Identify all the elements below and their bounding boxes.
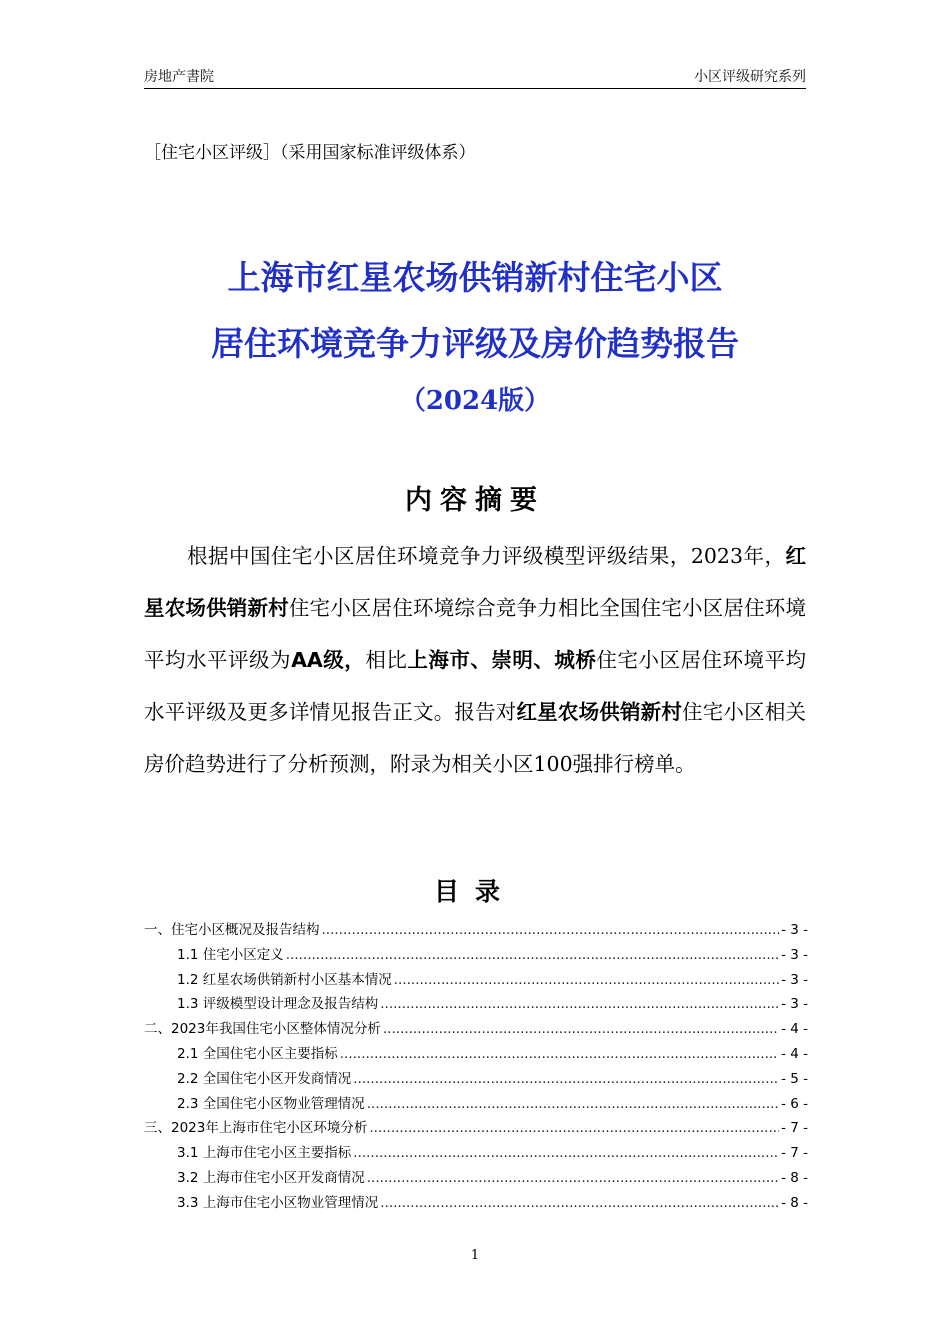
toc-entry[interactable] — [144, 1042, 808, 1067]
toc-entry-page: - 5 - — [781, 1070, 808, 1087]
abstract-paragraph — [144, 530, 806, 790]
abstract-bold-3: 上海市、崇明、城桥 — [407, 648, 597, 672]
toc-leader-dots — [322, 922, 780, 938]
toc-entry[interactable] — [144, 1116, 808, 1141]
toc-entry[interactable] — [144, 1067, 808, 1092]
toc-entry-label: 2.3 全国住宅小区物业管理情况 — [177, 1095, 365, 1112]
abstract-text-2: 住宅小区居住环境综合竞争力相比全国住宅小区居住环境平均水平评级为 — [144, 596, 807, 672]
toc-entry-page: - 8 - — [781, 1194, 808, 1211]
toc-leader-dots — [367, 1096, 779, 1112]
toc-entry-label: 2.1 全国住宅小区主要指标 — [177, 1045, 338, 1062]
toc-entry-label: 1.1 住宅小区定义 — [177, 946, 284, 963]
toc-entry-page: - 4 - — [781, 1045, 808, 1062]
toc-leader-dots — [380, 1195, 779, 1211]
toc-entry-page: - 8 - — [781, 1169, 808, 1186]
toc-entry-page: - 3 - — [781, 922, 808, 938]
toc-heading: 目录 — [433, 877, 516, 906]
toc-entry-label: 1.2 红星农场供销新村小区基本情况 — [177, 971, 392, 988]
toc-leader-dots — [367, 1170, 779, 1186]
toc-entry-label: 2.2 全国住宅小区开发商情况 — [177, 1070, 352, 1087]
report-edition: （2024版） — [399, 386, 551, 416]
header-series: 小区评级研究系列 — [694, 69, 806, 85]
toc-entry-page: - 4 - — [781, 1021, 808, 1038]
toc-leader-dots — [353, 1071, 779, 1087]
toc-entry-page: - 7 - — [781, 1120, 808, 1137]
page-header — [144, 66, 806, 89]
toc-leader-dots — [340, 1046, 779, 1062]
toc-entry[interactable] — [144, 1092, 808, 1117]
abstract-bold-1: 红星农场供销新村 — [144, 544, 806, 620]
table-of-contents — [144, 918, 808, 1216]
report-category: ［住宅小区评级］（采用国家标准评级体系） — [144, 143, 476, 163]
toc-entry[interactable] — [144, 918, 808, 943]
toc-leader-dots — [369, 1120, 779, 1136]
abstract-text-1: 根据中国住宅小区居住环境竞争力评级模型评级结果，2023年， — [187, 544, 786, 568]
toc-entry-page: - 3 - — [781, 996, 808, 1013]
toc-entry[interactable] — [144, 1017, 808, 1042]
toc-entry-label: 二、2023年我国住宅小区整体情况分析 — [144, 1021, 381, 1038]
toc-entry-label: 3.2 上海市住宅小区开发商情况 — [177, 1169, 365, 1186]
toc-entry-page: - 7 - — [781, 1145, 808, 1162]
abstract-heading: 内容摘要 — [405, 485, 545, 516]
toc-entry-label: 三、2023年上海市住宅小区环境分析 — [144, 1120, 368, 1137]
toc-entry-label: 3.1 上海市住宅小区主要指标 — [177, 1145, 352, 1162]
toc-leader-dots — [380, 996, 779, 1012]
toc-leader-dots — [394, 972, 779, 988]
toc-entry[interactable] — [144, 1141, 808, 1166]
toc-leader-dots — [383, 1021, 779, 1037]
toc-entry-label: 一、住宅小区概况及报告结构 — [144, 922, 320, 938]
abstract-text-4: 住宅小区居住环境平均水平评级及更多详情见报告正文。报告对 — [144, 648, 807, 724]
toc-entry-label: 1.3 评级模型设计理念及报告结构 — [177, 996, 379, 1013]
toc-leader-dots — [353, 1145, 779, 1161]
abstract-bold-4: 红星农场供销新村 — [516, 700, 683, 724]
toc-leader-dots — [286, 947, 779, 963]
toc-entry[interactable] — [144, 968, 808, 993]
abstract-text-5: 住宅小区相关房价趋势进行了分析预测，附录为相关小区100强排行榜单。 — [144, 700, 807, 776]
header-publisher: 房地产書院 — [144, 69, 214, 85]
abstract-bold-2: AA级， — [291, 648, 366, 672]
toc-entry[interactable] — [144, 1191, 808, 1216]
toc-entry[interactable] — [144, 1166, 808, 1191]
toc-entry-label: 3.3 上海市住宅小区物业管理情况 — [177, 1194, 379, 1211]
report-title-line-2: 居住环境竞争力评级及房价趋势报告 — [211, 324, 739, 363]
toc-entry-page: - 3 - — [781, 946, 808, 963]
toc-entry[interactable] — [144, 943, 808, 968]
toc-entry-page: - 6 - — [781, 1095, 808, 1112]
page-number: 1 — [470, 1248, 480, 1263]
report-title-line-1: 上海市红星农场供销新村住宅小区 — [227, 258, 723, 297]
toc-entry[interactable] — [144, 992, 808, 1017]
toc-entry-page: - 3 - — [781, 971, 808, 988]
abstract-text-3: 相比 — [365, 648, 408, 672]
